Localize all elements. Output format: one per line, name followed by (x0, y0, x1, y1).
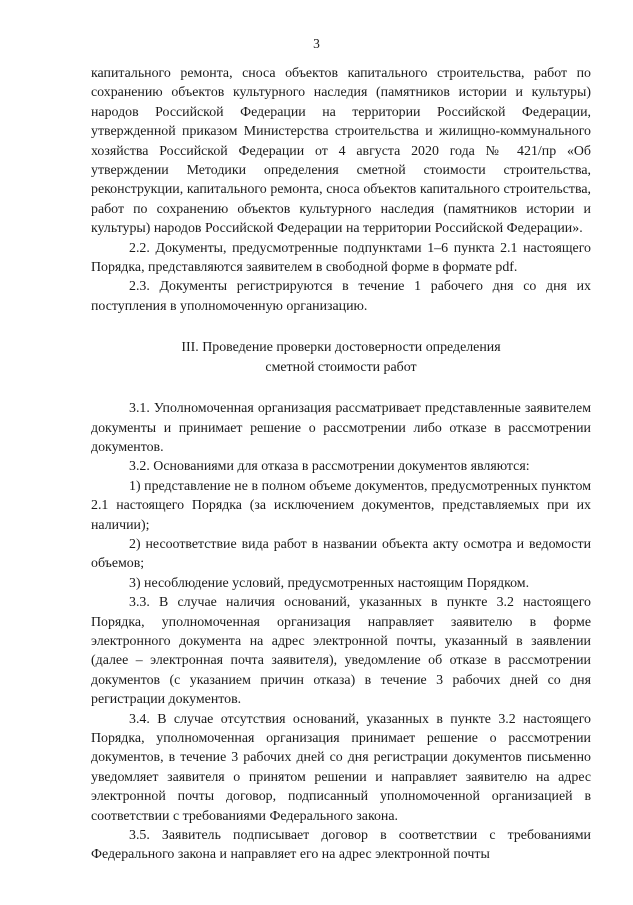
paragraph: 3.5. Заявитель подписывает договор в соответствии с требованиями Федерального закона и направляет его на адрес электронной почты (91, 828, 591, 863)
section-heading-line: III. Проведение проверки достоверности определения (181, 340, 501, 356)
list-item: 2) несоответствие вида работ в названии объекта акту осмотра и ведомости объемов; (91, 536, 591, 572)
list-item: 3) несоблюдение условий, предусмотренных настоящим Порядком. (129, 575, 530, 591)
paragraph: 3.3. В случае наличия оснований, указанных в пункте 3.2 настоящего Порядка, уполномоченная организация направляет заявителю в форме электронного документа на адрес электронной почты, указанный в заявлении (далее – электронная почта заявителя), уведомление об отказе в рассмотрении документов (с указанием причин отказа) в течение 3 рабочих дней со дня регистрации документов. (91, 595, 591, 708)
paragraph: 2.2. Документы, предусмотренные подпунктами 1–6 пункта 2.1 настоящего Порядка, представляются заявителем в свободной форме в формате pdf. (91, 240, 591, 276)
paragraph: капитального ремонта, сноса объектов капитального строительства, работ по сохранению объектов культурного наследия (памятников истории и культуры) народов Российской Федерации на территории Российской Федерации, утвержденной приказом Министерства строительства и жилищно-коммунального хозяйства Российской Федерации от 4 августа 2020 года № 421/пр «Об утверждении Методики определения сметной стоимости строительства, реконструкции, капитального ремонта, сноса объектов капитального строительства, работ по сохранению объектов культурного наследия (памятников истории и культуры) народов Российской Федерации на территории Российской Федерации». (91, 66, 591, 237)
page-number: 3 (313, 36, 320, 51)
paragraph: 3.4. В случае отсутствия оснований, указанных в пункте 3.2 настоящего Порядка, уполномоченная организация принимает решение о рассмотрении документов, в течение 3 рабочих дней со дня регистрации документов письменно уведомляет заявителя о принятом решении и направляет заявителю на адрес электронной почты договор, подписанный уполномоченной организацией в соответствии с требованиями Федерального закона. (91, 711, 591, 824)
document-body (91, 64, 591, 865)
paragraph: 2.3. Документы регистрируются в течение 1 рабочего дня со дня их поступления в уполномоченную организацию. (91, 279, 591, 314)
paragraph: 3.2. Основаниями для отказа в рассмотрении документов являются: (129, 459, 530, 475)
section-heading (91, 338, 591, 377)
list-item: 1) представление не в полном объеме документов, предусмотренных пунктом 2.1 настоящего Порядка (за исключением документов, представляемых при их наличии); (91, 478, 591, 533)
paragraph: 3.1. Уполномоченная организация рассматривает представленные заявителем документы и принимает решение о рассмотрении либо отказе в рассмотрении документов. (91, 401, 591, 455)
section-heading-line: сметной стоимости работ (265, 359, 417, 375)
